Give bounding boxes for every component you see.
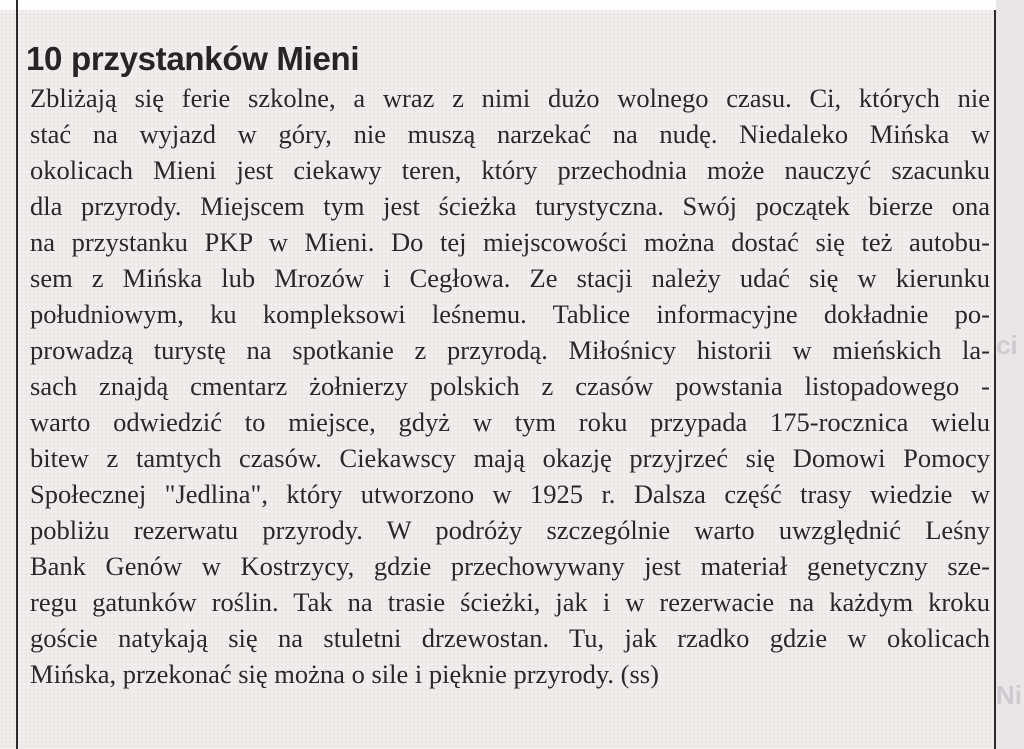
article-line: goście natykają się na stuletni drzewostan. Tu, jak rzadko gdzie w okolicach <box>30 623 990 653</box>
article-line: Mińska, przekonać się można o sile i pięknie przyrody. (ss) <box>30 659 659 689</box>
article-title: 10 przystanków Mieni <box>26 40 360 77</box>
article-line: południowym, ku kompleksowi leśnemu. Tablice informacyjne dokładnie po- <box>30 299 990 329</box>
article-line: Bank Genów w Kostrzycy, gdzie przechowywany jest materiał genetyczny sze- <box>30 551 990 581</box>
article-line: stać na wyjazd w góry, nie muszą narzekać na nudę. Niedaleko Mińska w <box>30 119 990 149</box>
article-line: okolicach Mieni jest ciekawy teren, który przechodnia może nauczyć szacunku <box>30 155 990 185</box>
article-line: warto odwiedzić to miejsce, gdyż w tym roku przypada 175-rocznica wielu <box>30 407 990 437</box>
article-line: Społecznej "Jedlina", który utworzono w 1925 r. Dalsza część trasy wiedzie w <box>30 479 990 509</box>
right-column-rule <box>994 10 996 749</box>
article-line: bitew z tamtych czasów. Ciekawscy mają okazję przyjrzeć się Domowi Pomocy <box>30 443 990 473</box>
article-line: Zbliżają się ferie szkolne, a wraz z nimi dużo wolnego czasu. Ci, których nie <box>30 83 990 113</box>
page-top-edge <box>0 0 1024 10</box>
article-line: regu gatunków roślin. Tak na trasie ścieżki, jak i w rezerwacie na każdym kroku <box>30 587 990 617</box>
adjacent-column-margin <box>996 0 1024 749</box>
article-line: sem z Mińska lub Mrozów i Cegłowa. Ze stacji należy udać się w kierunku <box>30 263 990 293</box>
article-line: na przystanku PKP w Mieni. Do tej miejscowości można dostać się też autobu- <box>30 227 990 257</box>
article-line: sach znajdą cmentarz żołnierzy polskich z czasów powstania listopadowego - <box>30 371 990 401</box>
bleed-through-text: Ni <box>996 680 1022 710</box>
left-column-rule <box>16 0 18 749</box>
article-body <box>30 80 990 692</box>
bleed-through-text: ci <box>996 330 1018 360</box>
article-line: prowadzą turystę na spotkanie z przyrodą. Miłośnicy historii w mieńskich la- <box>30 335 990 365</box>
article-line: pobliżu rezerwatu przyrody. W podróży szczególnie warto uwzględnić Leśny <box>30 515 990 545</box>
article-line: dla przyrody. Miejscem tym jest ścieżka turystyczna. Swój początek bierze ona <box>30 191 990 221</box>
